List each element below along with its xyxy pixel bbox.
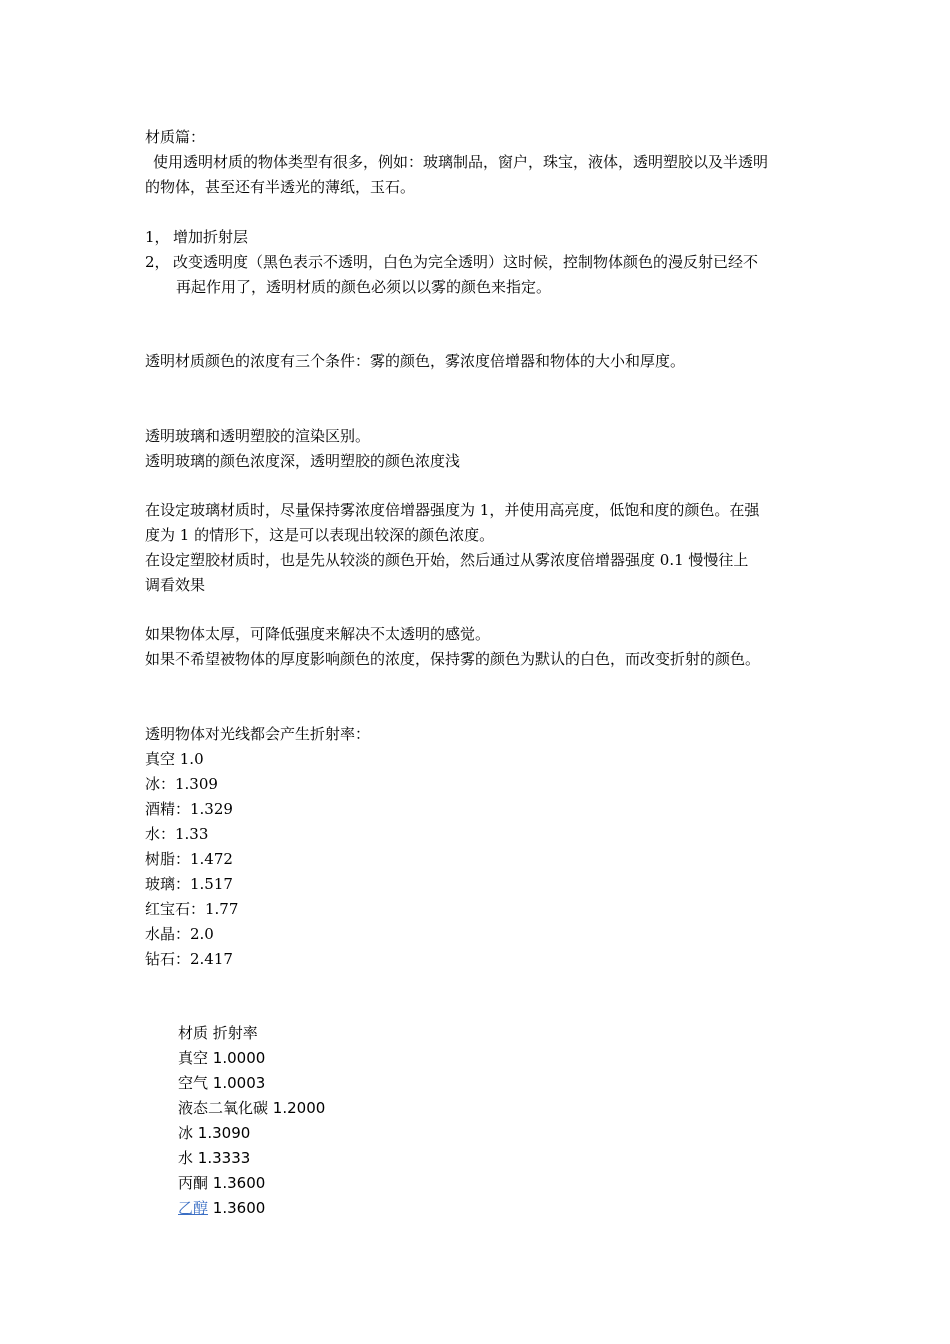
ior-item: 酒精：1.329 — [145, 800, 233, 818]
ior-table-row — [178, 1148, 250, 1168]
intro-line-1: 使用透明材质的物体类型有很多，例如：玻璃制品，窗户，珠宝，液体，透明塑胶以及半透明 — [153, 153, 769, 171]
ior-table-row-value: 1.3600 — [212, 1199, 266, 1217]
ior-table-row-name: 真空 — [178, 1049, 209, 1067]
ior-table-row — [178, 1198, 265, 1218]
difference-line-2: 透明玻璃的颜色浓度深，透明塑胶的颜色浓度浅 — [145, 452, 461, 470]
intro-line-2: 的物体，甚至还有半透光的薄纸，玉石。 — [145, 178, 416, 196]
step-1-number: 1， — [145, 228, 170, 246]
ior-table-row — [178, 1048, 265, 1068]
glass-tip-line-2: 度为 1 的情形下，这是可以表现出较深的颜色浓度。 — [145, 526, 495, 544]
ior-table-row-value: 1.3090 — [197, 1124, 251, 1142]
thick-tip-line-1: 如果物体太厚，可降低强度来解决不太透明的感觉。 — [145, 625, 491, 643]
ior-table-row — [178, 1073, 265, 1093]
ior-table-row-value: 1.3600 — [212, 1174, 266, 1192]
ior-table-row — [178, 1098, 325, 1118]
step-2-text-line-1: 改变透明度（黑色表示不透明，白色为完全透明）这时候，控制物体颜色的漫反射已经不 — [173, 253, 759, 271]
step-2-text-line-2: 再起作用了，透明材质的颜色必须以以雾的颜色来指定。 — [176, 278, 552, 296]
ior-item: 水晶：2.0 — [145, 925, 214, 943]
plastic-tip-line-2: 调看效果 — [145, 576, 206, 594]
ior-table-row-value: 1.0000 — [212, 1049, 266, 1067]
ethanol-link[interactable]: 乙醇 — [178, 1199, 209, 1217]
section-heading: 材质篇： — [145, 128, 206, 146]
ior-table-row-name: 水 — [178, 1149, 194, 1167]
step-1-text: 增加折射层 — [173, 228, 249, 246]
ior-table-header — [178, 1023, 258, 1043]
step-2-number: 2， — [145, 253, 170, 271]
ior-table-row-name: 冰 — [178, 1124, 194, 1142]
thick-tip-line-2: 如果不希望被物体的厚度影响颜色的浓度，保持雾的颜色为默认的白色，而改变折射的颜色。 — [145, 650, 761, 668]
ior-table-row-name: 丙酮 — [178, 1174, 209, 1192]
ior-item: 红宝石：1.77 — [145, 900, 239, 918]
ior-table-row-value: 1.0003 — [212, 1074, 266, 1092]
plastic-tip-line-1: 在设定塑胶材质时，也是先从较淡的颜色开始，然后通过从雾浓度倍增器强度 0.1 慢慢往上 — [145, 551, 749, 569]
ior-table-row — [178, 1123, 250, 1143]
glass-tip-line-1: 在设定玻璃材质时，尽量保持雾浓度倍增器强度为 1，并使用高亮度，低饱和度的颜色。在强 — [145, 501, 760, 519]
ior-item: 冰：1.309 — [145, 775, 218, 793]
ior-table-row-name: 液态二氧化碳 — [178, 1099, 269, 1117]
ior-table-row — [178, 1173, 265, 1193]
ior-item: 钻石：2.417 — [145, 950, 233, 968]
ior-table-row-value: 1.3333 — [197, 1149, 251, 1167]
ior-item: 树脂：1.472 — [145, 850, 233, 868]
ior-item: 真空 1.0 — [145, 750, 204, 768]
ior-title: 透明物体对光线都会产生折射率： — [145, 725, 371, 743]
ior-table-row-value: 1.2000 — [272, 1099, 326, 1117]
ior-item: 水：1.33 — [145, 825, 209, 843]
difference-line-1: 透明玻璃和透明塑胶的渲染区别。 — [145, 427, 371, 445]
ior-table-header-text: 材质 折射率 — [178, 1024, 258, 1042]
ior-table-row-name: 空气 — [178, 1074, 209, 1092]
ior-item: 玻璃：1.517 — [145, 875, 233, 893]
conditions-paragraph: 透明材质颜色的浓度有三个条件：雾的颜色，雾浓度倍增器和物体的大小和厚度。 — [145, 352, 686, 370]
